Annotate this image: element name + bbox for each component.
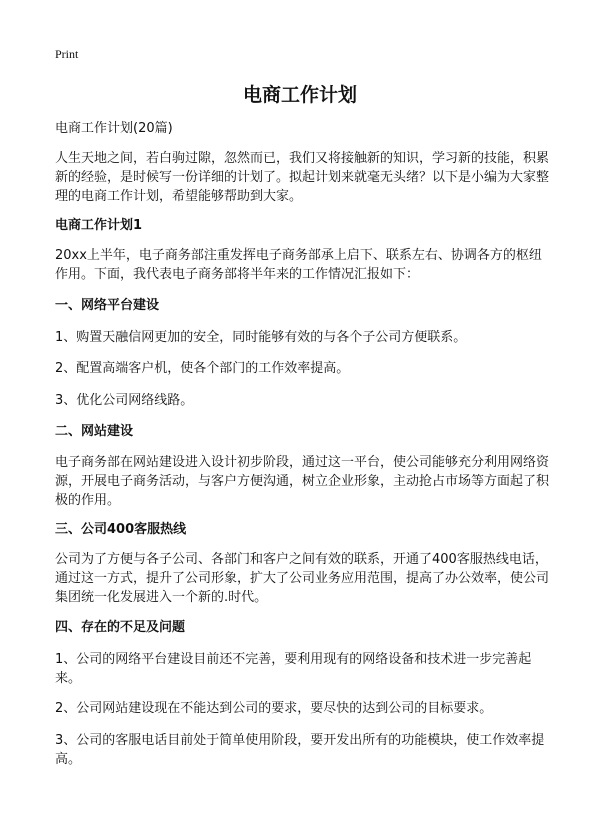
list-item: 1、购置天融信网更加的安全，同时能够有效的与各个子公司方便联系。: [55, 330, 467, 345]
section-intro: 20xx上半年，电子商务部注重发挥电子商务部承上启下、联系左右、协调各方的枢纽作用。下面，我代表电子商务部将半年来的工作情况汇报如下：: [55, 248, 542, 282]
list-item: 1、公司的网络平台建设目前还不完善，要利用现有的网络设备和技术进一步完善起来。: [55, 652, 532, 686]
website-paragraph: 电子商务部在网站建设进入设计初步阶段，通过这一平台，使公司能够充分利用网络资源，开展电子商务活动，与客户方便沟通，树立企业形象，主动抢占市场等方面起了积极的作用。: [55, 455, 550, 508]
section-heading: 电商工作计划1: [55, 218, 143, 233]
heading-website: 二、网站建设: [55, 424, 134, 439]
list-item: 2、公司网站建设现在不能达到公司的要求，要尽快的达到公司的目标要求。: [55, 701, 493, 716]
heading-hotline: 三、公司400客服热线: [55, 522, 187, 537]
page-title: 电商工作计划: [242, 84, 357, 106]
subtitle: 电商工作计划(20篇): [55, 121, 173, 136]
list-item: 3、优化公司网络线路。: [55, 393, 194, 408]
heading-network-platform: 一、网络平台建设: [55, 298, 160, 313]
heading-problems: 四、存在的不足及问题: [55, 620, 186, 635]
print-link[interactable]: Print: [55, 47, 79, 61]
hotline-paragraph: 公司为了方便与各子公司、各部门和客户之间有效的联系，开通了400客服热线电话，通过这一方式，提升了公司形象，扩大了公司业务应用范围，提高了办公效率，使公司集团统一化发展进入一个新的.时代。: [55, 552, 550, 605]
list-item: 3、公司的客服电话目前处于简单使用阶段，要开发出所有的功能模块，使工作效率提高。: [55, 733, 545, 767]
list-item: 2、配置高端客户机，使各个部门的工作效率提高。: [55, 361, 350, 376]
intro-paragraph: 人生天地之间，若白驹过隙，忽然而已，我们又将接触新的知识，学习新的技能，积累新的经验，是时候写一份详细的计划了。拟起计划来就毫无头绪？以下是小编为大家整理的电商工作计划，希望能够帮助到大家。: [55, 151, 550, 204]
